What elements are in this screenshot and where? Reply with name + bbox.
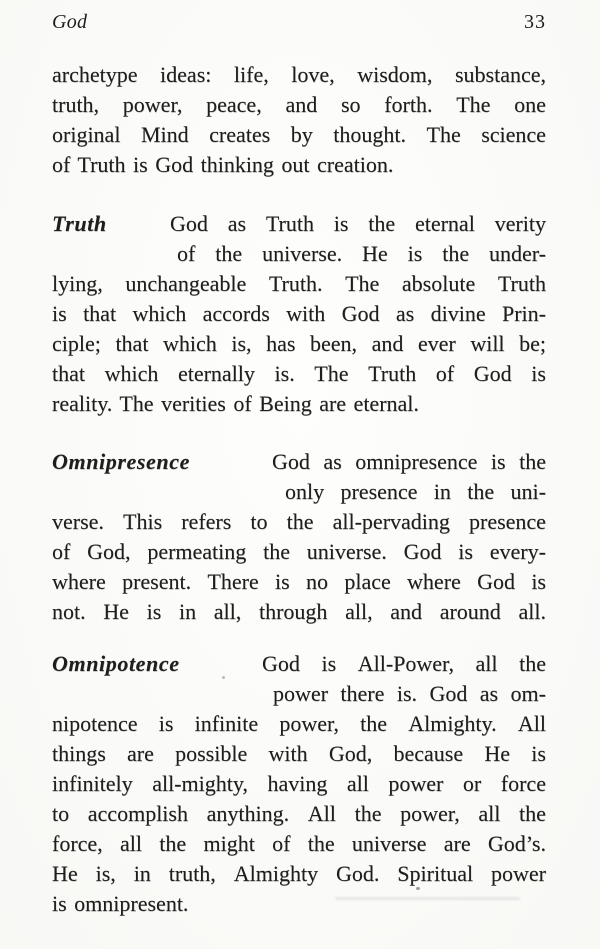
text-line: verse. This refers to the all-pervading presence [52, 509, 546, 534]
scan-speck [416, 887, 420, 890]
text-line: truth, power, peace, and so forth. The one [52, 92, 546, 117]
intro-paragraph [52, 60, 546, 180]
entry-headword: Truth [52, 211, 107, 236]
entry-headword: Omnipotence [52, 651, 180, 676]
text-line: nipotence is infinite power, the Almighty. All [52, 711, 546, 736]
text-line: Omnipresence God as omnipresence is the [52, 447, 546, 477]
text-line: infinitely all-mighty, having all power or force [52, 771, 546, 796]
text-line: not. He is in all, through all, and around all. [52, 599, 546, 624]
text-line: of the universe. He is the under- [177, 241, 546, 266]
text-line: of Truth is God thinking out creation. [52, 152, 394, 177]
text-line: lying, unchangeable Truth. The absolute Truth [52, 271, 546, 296]
scan-speck [222, 676, 225, 679]
text-line: force, all the might of the universe are God’s. [52, 831, 546, 856]
entries [52, 209, 546, 919]
entry-truth [52, 209, 546, 419]
text-line: archetype ideas: life, love, wisdom, substance, [52, 62, 546, 87]
page-header [52, 10, 546, 34]
running-title: God [52, 11, 88, 33]
text-line: where present. There is no place where God is [52, 569, 546, 594]
text-line: original Mind creates by thought. The science [52, 122, 546, 147]
text-line: Truth God as Truth is the eternal verity [52, 209, 546, 239]
text-line: reality. The verities of Being are eternal. [52, 391, 419, 416]
text-line: He is, in truth, Almighty God. Spiritual power [52, 861, 546, 886]
page-number: 33 [524, 11, 546, 33]
text-line: of God, permeating the universe. God is every- [52, 539, 546, 564]
text-line: things are possible with God, because He is [52, 741, 546, 766]
text-line: Omnipotence God is All-Power, all the [52, 649, 546, 679]
text-line: that which eternally is. The Truth of God is [52, 361, 546, 386]
text-line: is that which accords with God as divine Prin- [52, 301, 546, 326]
page-body [52, 60, 546, 919]
text-line: power there is. God as om- [273, 681, 546, 706]
scan-smudge [335, 897, 520, 900]
text-line: is omnipresent. [52, 891, 189, 916]
entry-headword: Omnipresence [52, 449, 190, 474]
entry-omnipotence [52, 649, 546, 919]
text-line: only presence in the uni- [285, 479, 546, 504]
entry-omnipresence [52, 447, 546, 627]
text-line: to accomplish anything. All the power, all the [52, 801, 546, 826]
text-line: ciple; that which is, has been, and ever will be; [52, 331, 546, 356]
